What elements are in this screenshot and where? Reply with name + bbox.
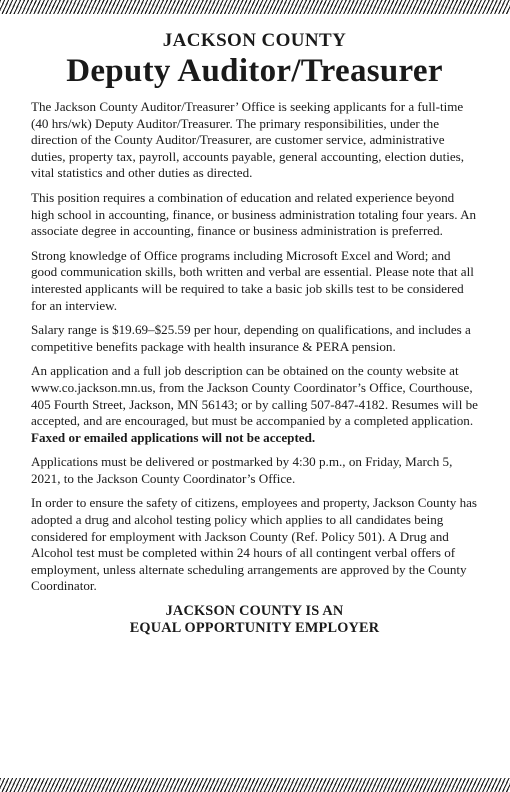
eoe-statement [31, 603, 478, 637]
application-emphasis: Faxed or emailed applications will not be accepted. [31, 429, 316, 445]
application-paragraph [31, 363, 478, 446]
drug-policy-paragraph: In order to ensure the safety of citizens, employees and property, Jackson County has adopted a drug and alcohol testing policy which applies to all candidates being considered for employment with Jackson County (Ref. Policy 501). A Drug and Alcohol test must be completed within 24 hours of all contingent verbal offers of employment, unless alternate scheduling arrangements are approved by the County Coordinator. [31, 495, 478, 594]
intro-paragraph: The Jackson County Auditor/Treasurer’ Office is seeking applicants for a full-time (40 hrs/wk) Deputy Auditor/Treasurer. The primary responsibilities, under the direction of the County Auditor/Treasurer, are customer service, administrative duties, property tax, payroll, accounts payable, general accounting, election duties, vital statistics and other duties as directed. [31, 99, 465, 181]
job-ad [0, 14, 510, 778]
job-title: Deputy Auditor/Treasurer [66, 53, 443, 89]
deadline-paragraph: Applications must be delivered or postmarked by 4:30 p.m., on Friday, March 5, 2021, to the Jackson County Coordinator’s Office. [31, 454, 453, 486]
skills-paragraph: Strong knowledge of Office programs including Microsoft Excel and Word; and good communication skills, both written and verbal are essential. Please note that all interested applicants will be required to take a basic job skills test to be considered for an interview. [31, 247, 474, 313]
eoe-line-2: EQUAL OPPORTUNITY EMPLOYER [129, 620, 380, 637]
decorative-border-top [0, 0, 510, 14]
requirements-paragraph: This position requires a combination of education and related experience beyond high school in accounting, finance, or business administration totaling four years. An associate degree in accounting, finance or business administration is preferred. [31, 189, 477, 239]
eoe-line-1: JACKSON COUNTY IS AN [165, 603, 344, 620]
application-text: An application and a full job description can be obtained on the county website at www.co.jackson.mn.us, from the Jackson County Coordinator’s Office, Courthouse, 405 Fourth Street, Jackson, MN 56143; or by calling 507-847-4182. Resumes will be accepted, and are encouraged, but must be accompanied by a completed application. [31, 363, 478, 429]
decorative-border-bottom [0, 778, 510, 792]
county-heading: JACKSON COUNTY [162, 30, 347, 51]
salary-paragraph: Salary range is $19.69–$25.59 per hour, depending on qualifications, and includes a competitive benefits package with health insurance & PERA pension. [31, 322, 471, 354]
